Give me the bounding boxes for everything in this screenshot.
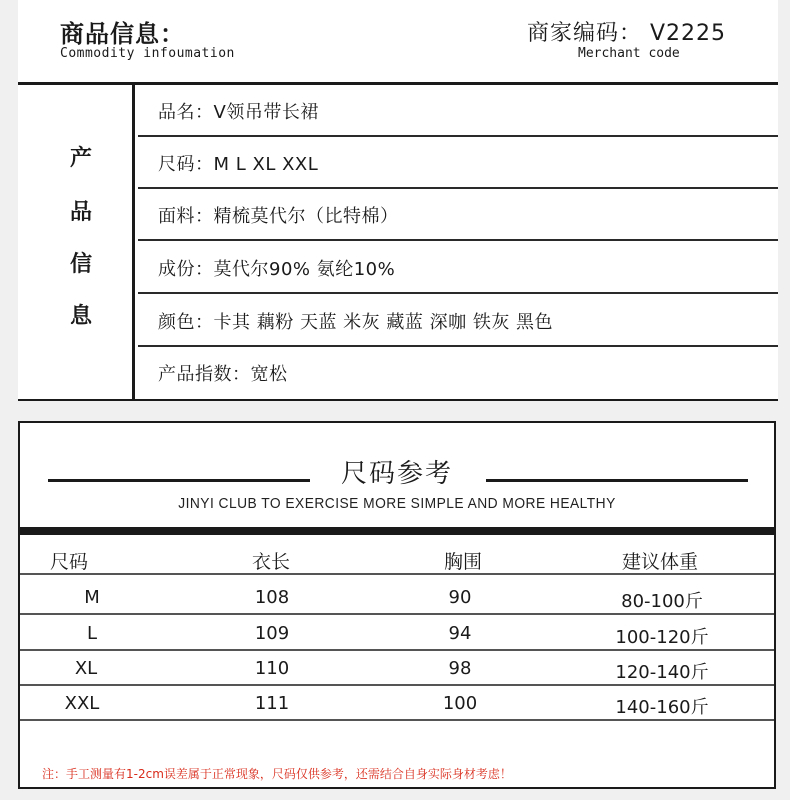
info-row-text: 品名：V领吊带长裙 (158, 102, 319, 123)
col-header-chest: 胸围 (444, 551, 483, 573)
cell-size: M (84, 587, 100, 608)
cell-length: 109 (254, 623, 290, 644)
cell-length: 108 (254, 587, 290, 608)
cell-size: XL (74, 658, 98, 679)
info-row-text: 成份：莫代尔90% 氨纶10% (158, 259, 396, 280)
info-row-composition (138, 242, 778, 294)
info-row-colors (138, 295, 778, 347)
cell-size: XXL (64, 693, 100, 714)
product-info-side-label (18, 85, 135, 399)
table-row (20, 581, 774, 615)
size-chart-tagline: JINYI CLUB TO EXERCISE MORE SIMPLE AND MORE HEALTHY (178, 495, 616, 512)
cell-weight: 120-140斤 (615, 662, 709, 683)
side-char: 信 (70, 252, 93, 277)
side-char: 息 (70, 304, 93, 329)
cell-chest: 100 (442, 693, 478, 714)
info-row-text: 尺码：M L XL XXL (158, 154, 319, 175)
size-chart-title: 尺码参考 (340, 459, 453, 489)
col-header-weight: 建议体重 (622, 551, 699, 573)
table-row (20, 617, 774, 651)
header (18, 0, 778, 82)
col-header-length: 衣长 (252, 551, 291, 573)
table-row (20, 652, 774, 686)
info-row-name (138, 85, 778, 137)
info-row-sizes (138, 137, 778, 189)
cell-weight: 80-100斤 (621, 591, 703, 612)
cell-length: 111 (254, 693, 290, 714)
product-info-table (18, 85, 778, 401)
header-subtitle: Commodity infoumation (60, 46, 235, 61)
size-chart-header-bar (20, 527, 774, 535)
side-char: 品 (70, 200, 93, 225)
merchant-code-label: Merchant code (578, 46, 680, 61)
col-header-size: 尺码 (50, 551, 89, 573)
cell-chest: 94 (448, 623, 472, 644)
measurement-note: 注：手工测量有1-2cm误差属于正常现象，尺码仅供参考，还需结合自身实际身材考虑！ (42, 767, 512, 781)
cell-weight: 100-120斤 (615, 627, 709, 648)
table-row (20, 687, 774, 721)
cell-chest: 90 (448, 587, 472, 608)
info-row-fit (138, 347, 778, 399)
cell-length: 110 (254, 658, 290, 679)
cell-weight: 140-160斤 (615, 697, 709, 718)
size-chart (18, 421, 776, 789)
cell-size: L (86, 623, 98, 644)
info-row-text: 产品指数：宽松 (158, 364, 288, 385)
side-char: 产 (70, 146, 93, 171)
header-title: 商品信息： (60, 20, 185, 48)
cell-chest: 98 (448, 658, 472, 679)
header-rule (20, 573, 774, 575)
merchant-code: 商家编码： V2225 (526, 21, 726, 46)
info-row-text: 面料：精梳莫代尔（比特棉） (158, 206, 399, 227)
info-row-fabric (138, 189, 778, 241)
info-row-text: 颜色：卡其 藕粉 天蓝 米灰 藏蓝 深咖 铁灰 黑色 (158, 312, 554, 333)
